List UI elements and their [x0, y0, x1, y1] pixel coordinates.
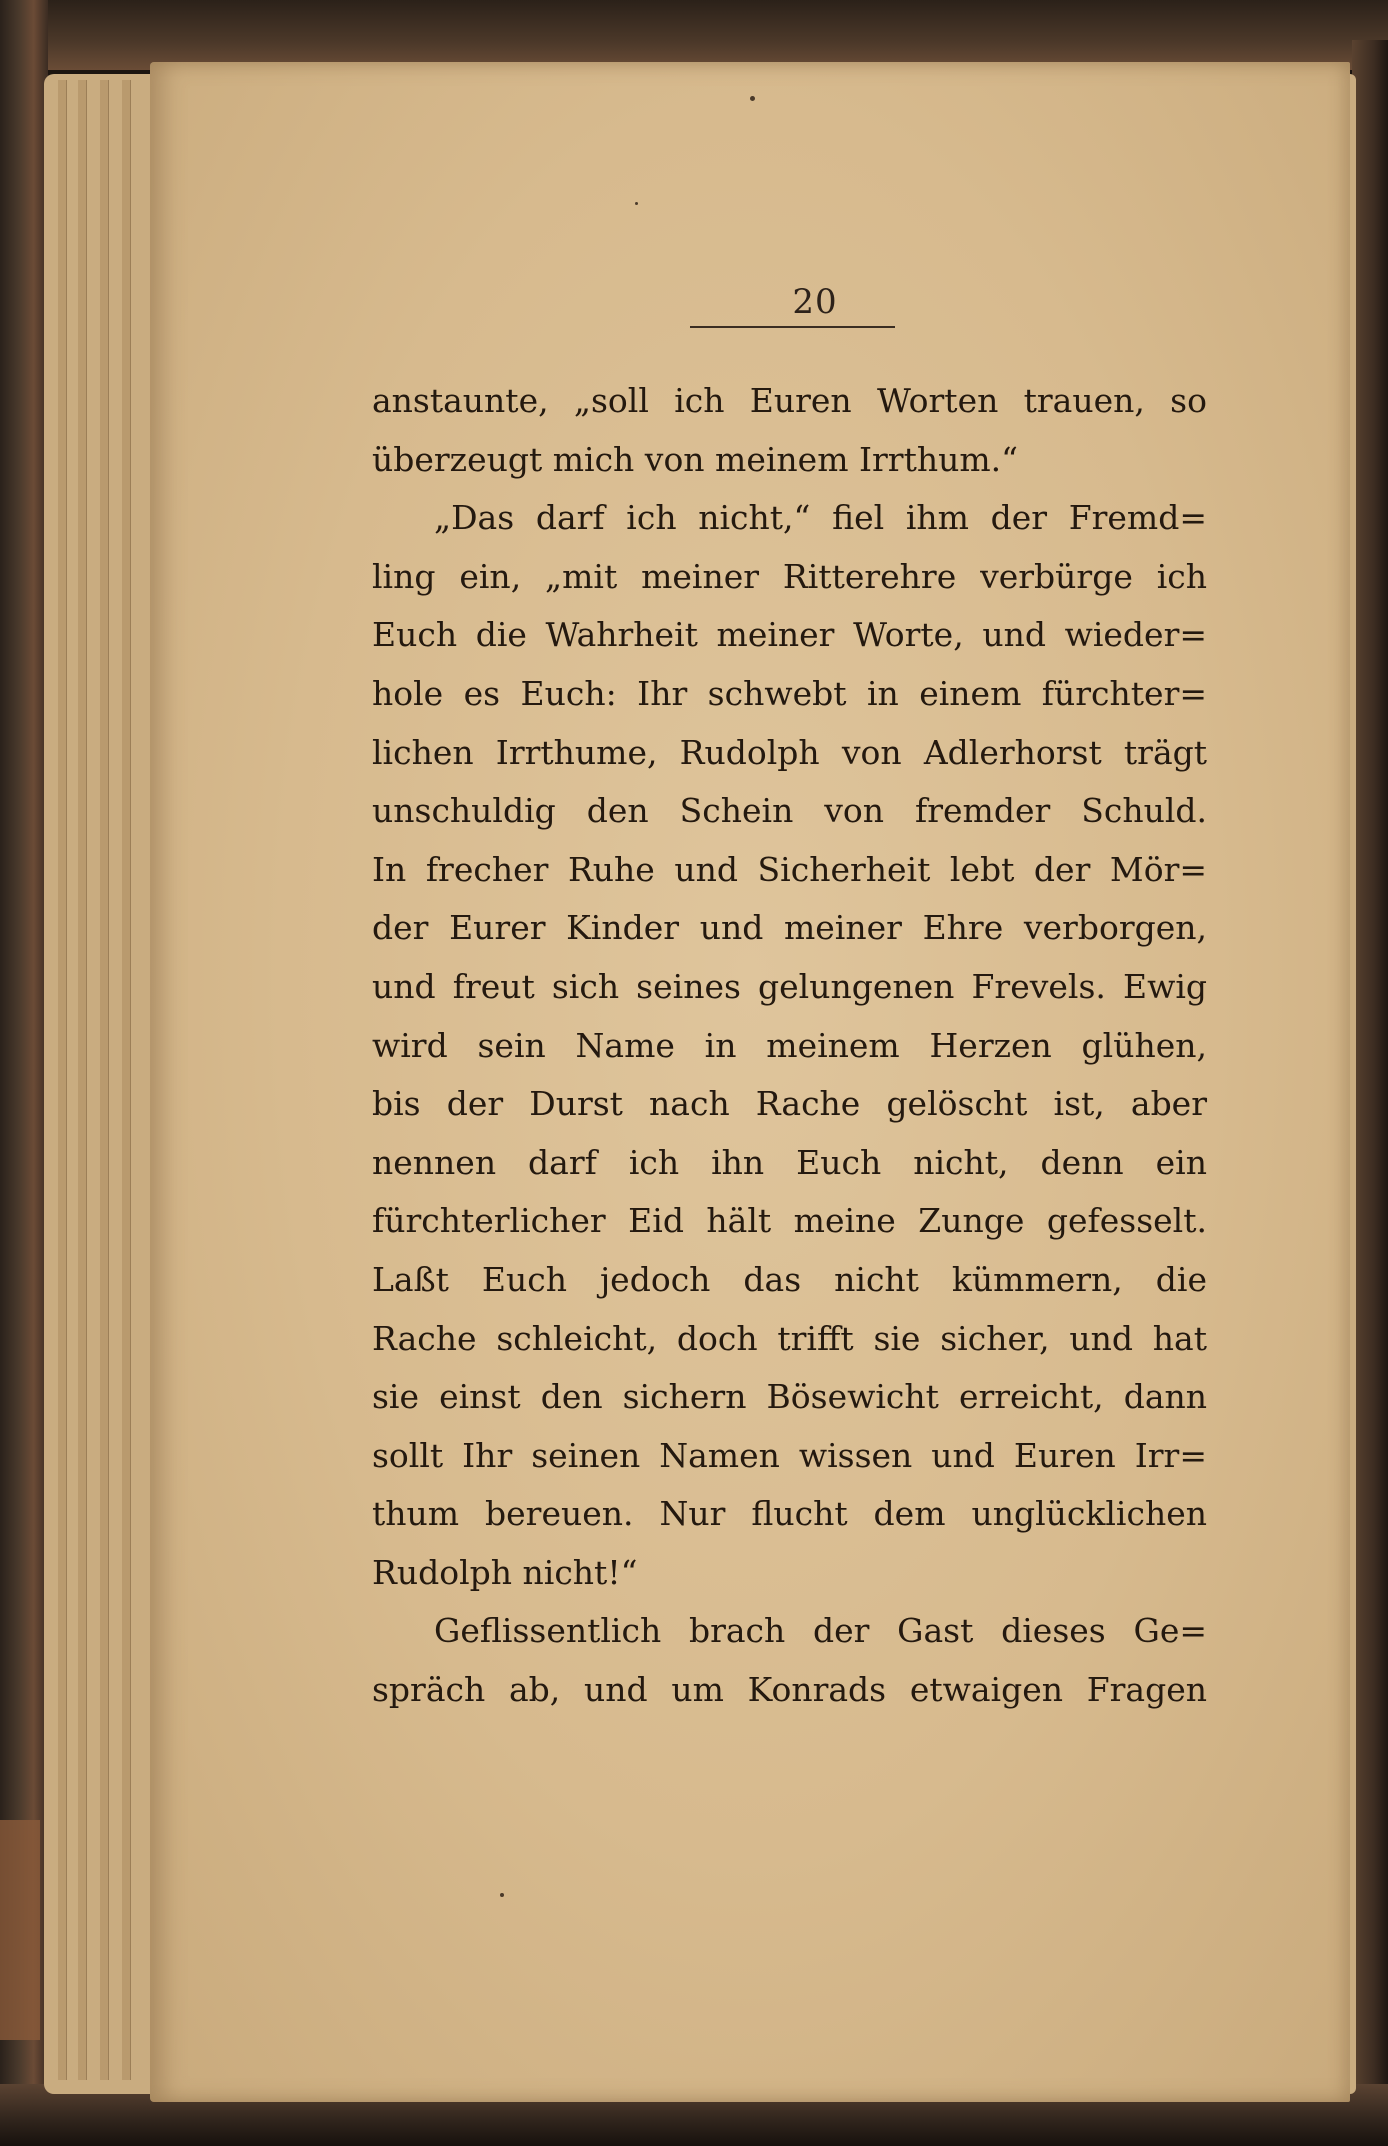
text-line: fürchterlicher Eid hält meine Zunge gefesselt.: [372, 1201, 1207, 1241]
page-header: [690, 282, 900, 328]
text-line: ling ein, „mit meiner Ritterehre verbürge ich: [372, 556, 1207, 596]
book-cover-right-edge: [1352, 40, 1388, 2100]
text-line: sie einst den sichern Bösewicht erreicht, dann: [372, 1377, 1207, 1417]
paper-speck: [635, 202, 638, 205]
page-edge: [78, 80, 87, 2080]
text-line: unschuldig den Schein von fremder Schuld.: [372, 791, 1207, 831]
page-edge: [58, 80, 67, 2080]
page-edge: [100, 80, 109, 2080]
text-line: Rache schleicht, doch trifft sie sicher, und hat: [372, 1318, 1207, 1358]
text-line: Rudolph nicht!“: [372, 1552, 638, 1592]
text-line: In frecher Ruhe und Sicherheit lebt der Mör=: [372, 849, 1207, 889]
book-cover-top-edge: [0, 0, 1388, 70]
text-line: anstaunte, „soll ich Euren Worten trauen, so: [372, 381, 1207, 420]
text-line: bis der Durst nach Rache gelöscht ist, aber: [372, 1084, 1207, 1124]
text-line: thum bereuen. Nur flucht dem unglücklichen: [372, 1494, 1207, 1534]
leather-binding-patch: [0, 1820, 40, 2040]
text-line: hole es Euch: Ihr schwebt in einem fürchter=: [372, 673, 1207, 713]
paper-speck: [750, 96, 755, 101]
text-line: lichen Irrthume, Rudolph von Adlerhorst trägt: [372, 732, 1207, 772]
header-rule: [690, 326, 895, 328]
text-line: Euch die Wahrheit meiner Worte, und wieder=: [372, 615, 1207, 655]
text-line: Laßt Euch jedoch das nicht kümmern, die: [372, 1259, 1207, 1299]
text-line: und freut sich seines gelungenen Frevels. Ewig: [372, 966, 1207, 1006]
paper-speck: [500, 1893, 504, 1897]
text-line: der Eurer Kinder und meiner Ehre verborgen,: [372, 908, 1207, 948]
page-number: 20: [792, 282, 838, 322]
text-line: sollt Ihr seinen Namen wissen und Euren Irr=: [372, 1435, 1207, 1475]
text-line: überzeugt mich von meinem Irrthum.“: [372, 439, 1018, 479]
page-edge: [122, 80, 131, 2080]
text-line: spräch ab, und um Konrads etwaigen Fragen: [372, 1670, 1207, 1710]
text-line: Geflissentlich brach der Gast dieses Ge=: [434, 1611, 1207, 1651]
text-line: nennen darf ich ihn Euch nicht, denn ein: [372, 1142, 1207, 1182]
text-line: „Das darf ich nicht,“ fiel ihm der Fremd=: [434, 498, 1207, 538]
text-line: wird sein Name in meinem Herzen glühen,: [372, 1025, 1207, 1065]
body-text: [372, 372, 1207, 1720]
